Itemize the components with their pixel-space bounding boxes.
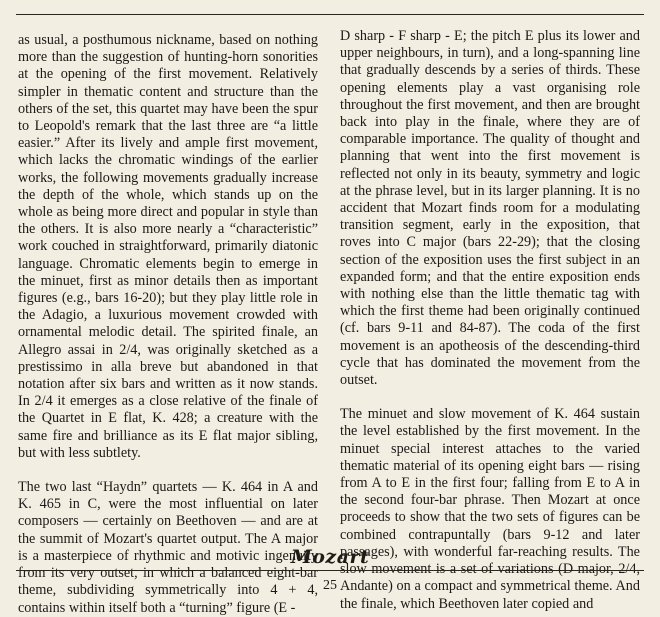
left-paragraph-2: The two last “Haydn” quartets — K. 464 in A and K. 465 in C, were the most influential on later composers — certainly on Beethoven — and are at the summit of Mozart's quartet output. The A major is a masterpiece of rhythmic and motivic ingenuity from its very outset, in which a balanced eight-bar theme, subdividing symmetrically into 4 + 4, contains within itself both a “turning” figure (E - — [18, 479, 318, 616]
mozart-signature-logo — [0, 546, 660, 568]
signature-text: Mozart — [290, 546, 370, 568]
right-column — [340, 28, 640, 613]
right-paragraph-1: D sharp - F sharp - E; the pitch E plus its lower and upper neighbours, in turn), and a long-spanning line that gradually descends by a series of thirds. These opening elements play a vast organising role throughout the first movement, and then are brought back into play in the finale, where they are of comparable importance. The quality of thought and planning that went into the first movement is reflected not only in its beauty, symmetry and logic at the phrase level, but in its larger planning. It is no accident that Mozart finds room for a modulating transition segment, early in the exposition, that roves into C major (bars 22-29); that the closing section of the exposition uses the first subject in an expanded form; and that the entire exposition ends with nothing else than the little thematic tag with which the first theme had been originally continued (cf. bars 9-11 and 84-87). The coda of the first movement is an apotheosis of the descending-third cycle that has dominated the movement from the outset. — [340, 28, 640, 389]
top-rule — [16, 14, 644, 15]
right-paragraph-2: The minuet and slow movement of K. 464 sustain the level established by the first movement. In the minuet special interest attaches to the varied thematic material of its opening eight bars — rising from A to E in the first four; falling from E to A in the second four-bar phrase. Then Mozart at once proceeds to show that the two sets of figures can be combined contrapuntally (bars 9-12 and later passages), with wonderful far-reaching results. The slow movement is a set of variations (D major, 2/4, Andante) on a compact and symmetrical theme. And the finale, which Beethoven later copied and — [340, 406, 640, 612]
left-column — [18, 32, 318, 617]
bottom-rule — [16, 570, 644, 571]
left-paragraph-1: as usual, a posthumous nickname, based on nothing more than the suggestion of hunting-horn sonorities at the opening of the first movement. Relatively simpler in thematic content and structure than the others of the set, this quartet may have been the spur to Leopold's remark that the last three are “a little easier.” After its lively and ample first movement, which lacks the chromatic windings of the earlier works, the following movements gradually increase the depth of the whole, which stands up on the whole as being more direct and popular in style than the others. It is also more nearly a “characteristic” work couched in straightforward, primarily diatonic language. Chromatic elements begin to emerge in the minuet, first as minor details then as important figures (e.g., bars 16-20); but they play little role in the Adagio, a luxurious movement crowded with ornamental melodic detail. The spirited finale, an Allegro assai in 2/4, was originally sketched as a prestissimo in alla breve but abandoned in that notation after six bars and written as it now stands. In 2/4 it emerges as a close relative of the finale of the Quartet in E flat, K. 428; a creature with the same fire and brilliance as its E flat major sibling, but with less subtlety. — [18, 32, 318, 461]
page-number: 25 — [323, 578, 337, 593]
